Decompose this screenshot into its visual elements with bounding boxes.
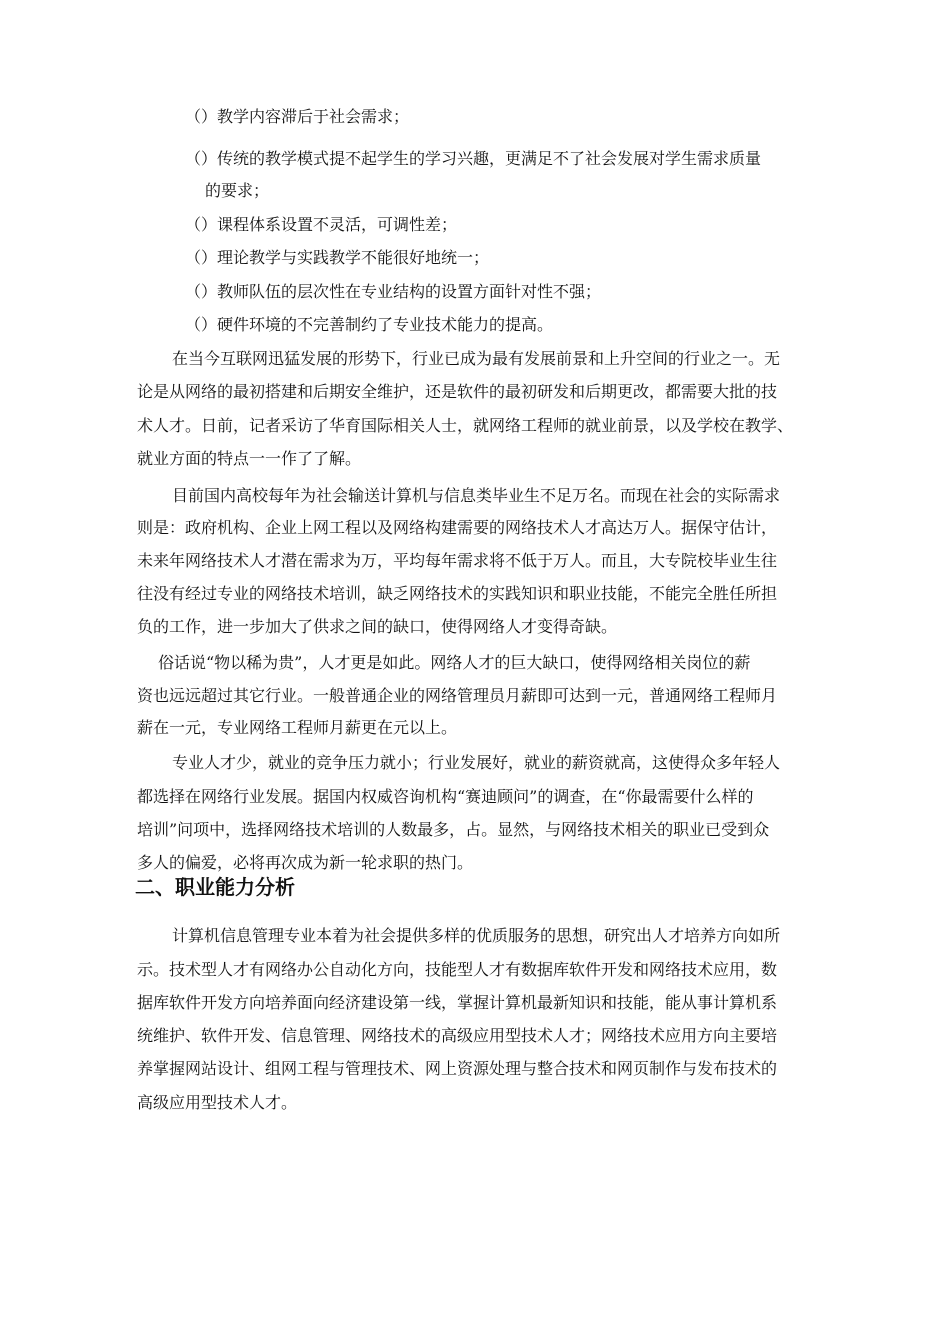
paragraph-line: 负的工作，进一步加大了供求之间的缺口，使得网络人才变得奇缺。 <box>137 617 618 636</box>
paragraph-line: 养掌握网站设计、组网工程与管理技术、网上资源处理与整合技术和网页制作与发布技术的 <box>137 1059 778 1078</box>
paragraph-line: 术人才。日前，记者采访了华育国际相关人士，就网络工程师的就业前景，以及学校在教学、 <box>137 416 794 435</box>
paragraph-line: 在当今互联网迅猛发展的形势下，行业已成为最有发展前景和上升空间的行业之一。无 <box>172 349 781 368</box>
list-item: （）课程体系设置不灵活，可调性差； <box>185 215 458 234</box>
list-item: （）教师队伍的层次性在专业结构的设置方面针对性不强； <box>185 282 602 301</box>
paragraph-line: 俗话说“物以稀为贵”，人才更是如此。网络人才的巨大缺口，使得网络相关岗位的薪 <box>158 653 751 672</box>
paragraph-line: 就业方面的特点一一作了了解。 <box>137 449 362 468</box>
list-item: （）硬件环境的不完善制约了专业技术能力的提高。 <box>185 315 554 334</box>
paragraph-line: 培训”问项中，选择网络技术培训的人数最多，占。显然，与网络技术相关的职业已受到众 <box>137 820 770 839</box>
paragraph-line: 据库软件开发方向培养面向经济建设第一线，掌握计算机最新知识和技能，能从事计算机系 <box>137 993 778 1012</box>
paragraph-line: 示。技术型人才有网络办公自动化方向，技能型人才有数据库软件开发和网络技术应用，数 <box>137 960 778 979</box>
list-item: （）教学内容滞后于社会需求； <box>185 107 410 126</box>
paragraph-line: 统维护、软件开发、信息管理、网络技术的高级应用型技术人才；网络技术应用方向主要培 <box>137 1026 778 1045</box>
paragraph-line: 计算机信息管理专业本着为社会提供多样的优质服务的思想，研究出人才培养方向如所 <box>172 926 781 945</box>
paragraph-line: 多人的偏爱，必将再次成为新一轮求职的热门。 <box>137 853 474 872</box>
list-item-continuation: 的要求； <box>205 181 270 200</box>
paragraph-line: 专业人才少，就业的竞争压力就小；行业发展好，就业的薪资就高，这使得众多年轻人 <box>172 753 781 772</box>
list-item: （）传统的教学模式提不起学生的学习兴趣，更满足不了社会发展对学生需求质量 <box>185 149 762 168</box>
paragraph-line: 目前国内高校每年为社会输送计算机与信息类毕业生不足万名。而现在社会的实际需求 <box>172 486 781 505</box>
section-heading: 二、职业能力分析 <box>135 875 295 899</box>
paragraph-line: 未来年网络技术人才潜在需求为万，平均每年需求将不低于万人。而且，大专院校毕业生往 <box>137 551 778 570</box>
paragraph-line: 资也远远超过其它行业。一般普通企业的网络管理员月薪即可达到一元，普通网络工程师月 <box>137 686 778 705</box>
paragraph-line: 都选择在网络行业发展。据国内权威咨询机构“赛迪顾问”的调查，在“你最需要什么样的 <box>137 787 754 806</box>
paragraph-line: 往没有经过专业的网络技术培训，缺乏网络技术的实践知识和职业技能，不能完全胜任所担 <box>137 584 778 603</box>
paragraph-line: 薪在一元，专业网络工程师月薪更在元以上。 <box>137 718 458 737</box>
paragraph-line: 则是：政府机构、企业上网工程以及网络构建需要的网络技术人才高达万人。据保守估计， <box>137 518 778 537</box>
list-item: （）理论教学与实践教学不能很好地统一； <box>185 248 490 267</box>
paragraph-line: 论是从网络的最初搭建和后期安全维护，还是软件的最初研发和后期更改，都需要大批的技 <box>137 382 778 401</box>
paragraph-line: 高级应用型技术人才。 <box>137 1093 298 1112</box>
